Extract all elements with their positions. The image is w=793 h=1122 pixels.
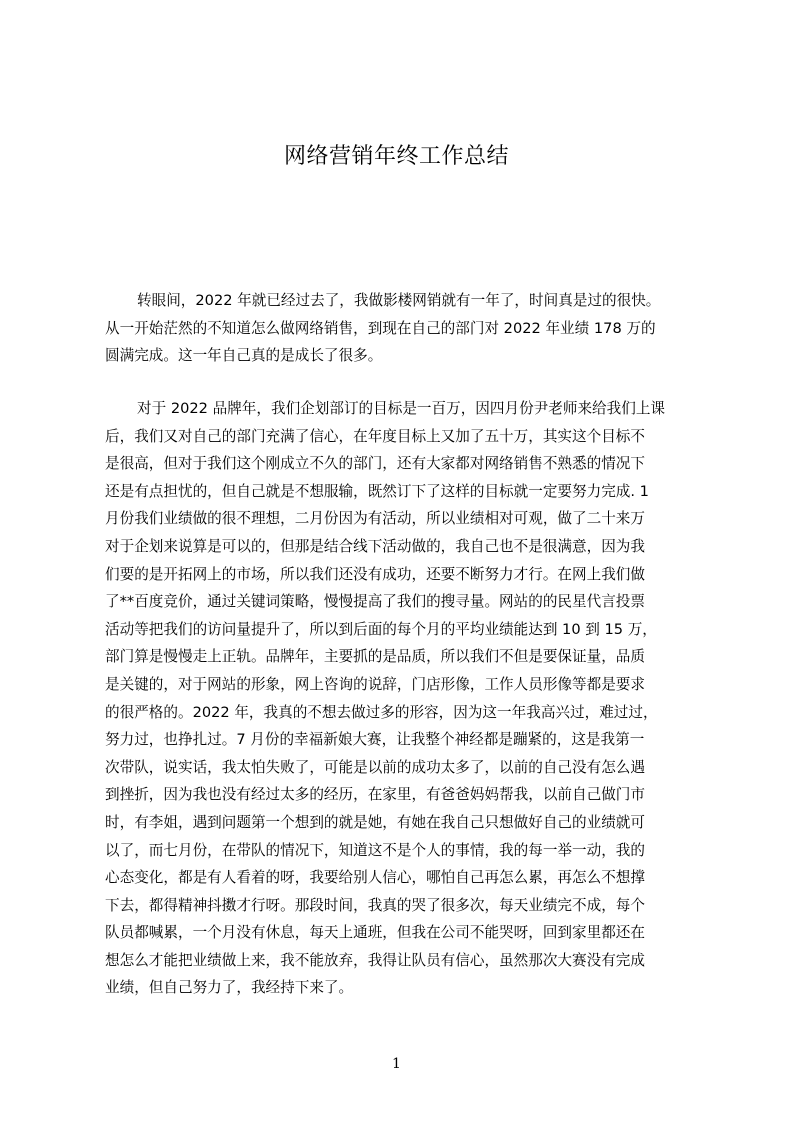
paragraph-line: 到挫折，因为我也没有经过太多的经历，在家里，有爸爸妈妈帮我，以前自己做门市 — [105, 786, 645, 804]
paragraph-line: 业绩，但自己努力了，我经持下来了。 — [105, 979, 354, 997]
document-title: 网络营销年终工作总结 — [283, 144, 509, 169]
paragraph-line: 转眼间，2022 年就已经过去了，我做影楼网销就有一年了，时间真是过的很快。 — [137, 292, 661, 309]
paragraph-line: 努力过，也挣扎过。7 月份的幸福新娘大赛，让我整个神经都是蹦紧的，这是我第一 — [105, 731, 645, 749]
paragraph-line: 从一开始茫然的不知道怎么做网络销售，到现在自己的部门对 2022 年业绩 178 万的 — [105, 319, 656, 337]
paragraph-line: 队员都喊累，一个月没有休息，每天上通班，但我在公司不能哭呀，回到家里都还在 — [105, 924, 645, 942]
paragraph-line: 了**百度竞价，通过关键词策略，慢慢提高了我们的搜寻量。网站的的民星代言投票 — [105, 593, 645, 611]
paragraph-line: 心态变化，都是有人看着的呀，我要给别人信心，哪怕自己再怎么累，再怎么不想撑 — [105, 869, 645, 887]
paragraph-line: 是很高，但对于我们这个刚成立不久的部门，还有大家都对网络销售不熟悉的情况下 — [105, 455, 645, 473]
paragraph-line: 想怎么才能把业绩做上来，我不能放弃，我得让队员有信心，虽然那次大赛没有完成 — [105, 951, 645, 969]
paragraph-line: 的很严格的。2022 年，我真的不想去做过多的形容，因为这一年我高兴过，难过过， — [105, 703, 658, 721]
paragraph-line: 次带队，说实话，我太怕失败了，可能是以前的成功太多了，以前的自己没有怎么遇 — [105, 758, 645, 776]
paragraph-line: 活动等把我们的访问量提升了，所以到后面的每个月的平均业绩能达到 10 到 15 万， — [105, 620, 657, 638]
paragraph-line: 对于 2022 品牌年，我们企划部订的目标是一百万，因四月份尹老师来给我们上课 — [137, 400, 666, 417]
paragraph-1 — [105, 287, 705, 370]
paragraph-line: 们要的是开拓网上的市场，所以我们还没有成功，还要不断努力才行。在网上我们做 — [105, 565, 645, 583]
paragraph-line: 部门算是慢慢走上正轨。品牌年，主要抓的是品质，所以我们不但是要保证量，品质 — [105, 648, 645, 666]
paragraph-2 — [105, 395, 705, 1002]
paragraph-line: 下去，都得精神抖擞才行呀。那段时间，我真的哭了很多次，每天业绩完不成，每个 — [105, 896, 645, 914]
paragraph-line: 对于企划来说算是可以的，但那是结合线下活动做的，我自己也不是很满意，因为我 — [105, 537, 645, 555]
paragraph-line: 后，我们又对自己的部门充满了信心，在年度目标上又加了五十万，其实这个目标不 — [105, 427, 645, 445]
paragraph-line: 以了，而七月份，在带队的情况下，知道这不是个人的事情，我的每一举一动，我的 — [105, 841, 645, 859]
paragraph-line: 时，有李姐，遇到问题第一个想到的就是她，有她在我自己只想做好自己的业绩就可 — [105, 813, 645, 831]
paragraph-line: 月份我们业绩做的很不理想，二月份因为有活动，所以业绩相对可观，做了二十来万 — [105, 510, 645, 528]
paragraph-line: 是关键的，对于网站的形象，网上咨询的说辞，门店形像，工作人员形像等都是要求 — [105, 675, 645, 693]
page-number: 1 — [392, 1056, 401, 1072]
paragraph-line: 还是有点担忧的，但自己就是不想服输，既然订下了这样的目标就一定要努力完成. 1 — [105, 482, 649, 500]
paragraph-line: 圆满完成。这一年自己真的是成长了很多。 — [105, 347, 383, 365]
